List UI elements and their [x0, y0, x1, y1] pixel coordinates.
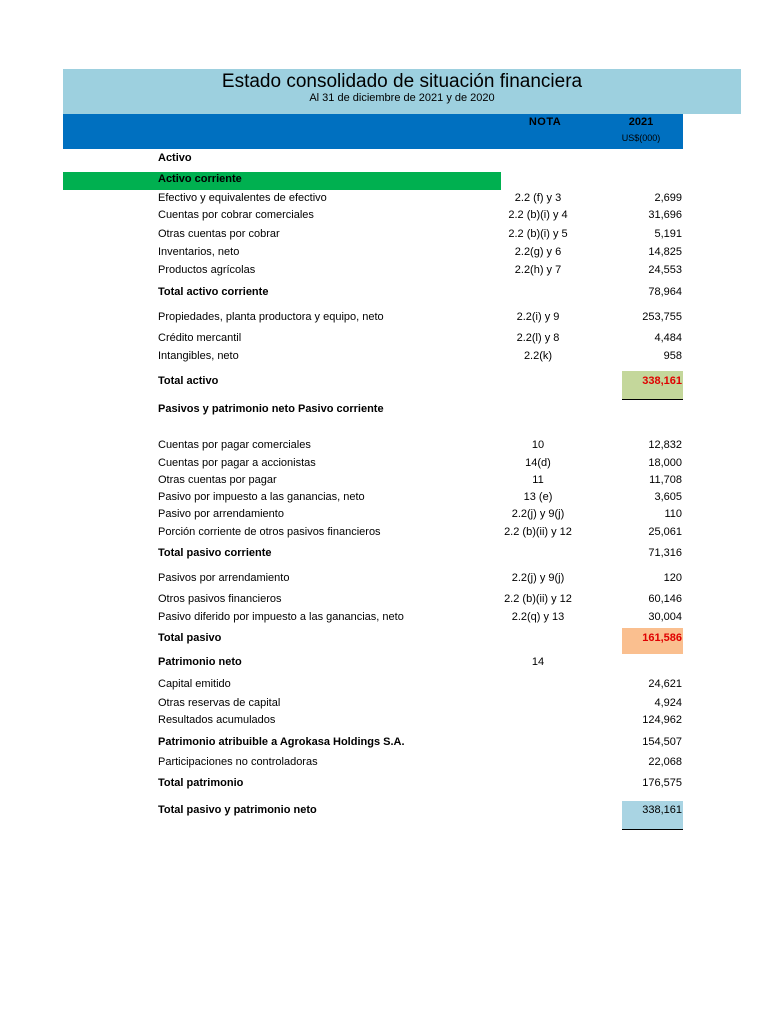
row-value: 71,316 [648, 547, 682, 559]
table-row [0, 456, 768, 470]
table-row [0, 696, 768, 710]
table-row [0, 331, 768, 345]
table-row [0, 571, 768, 585]
table-row [0, 208, 768, 222]
row-nota: 14(d) [525, 457, 551, 469]
section-activo [0, 151, 768, 165]
section-label: Activo [158, 152, 192, 164]
row-label: Pasivo diferido por impuesto a las ganancias, neto [158, 611, 404, 623]
nota-column-header: NOTA [528, 116, 562, 128]
row-value: 338,161 [642, 804, 682, 816]
row-label: Otras cuentas por pagar [158, 474, 277, 486]
row-value: 22,068 [648, 756, 682, 768]
row-value: 11,708 [649, 474, 682, 486]
row-label: Pasivo por impuesto a las ganancias, neto [158, 491, 365, 503]
row-value: 3,605 [654, 491, 682, 503]
row-value: 18,000 [648, 457, 682, 469]
table-row [0, 310, 768, 324]
row-label: Pasivos por arrendamiento [158, 572, 290, 584]
row-nota: 2.2 (b)(ii) y 12 [504, 526, 572, 538]
row-label: Cuentas por cobrar comerciales [158, 209, 314, 221]
row-value: 24,621 [648, 678, 682, 690]
table-row-total [0, 285, 768, 299]
row-label: Productos agrícolas [158, 264, 256, 276]
row-value: 124,962 [642, 714, 682, 726]
table-row-total [0, 631, 768, 645]
row-nota: 14 [531, 656, 545, 668]
row-value: 12,832 [648, 439, 682, 451]
row-value: 14,825 [648, 246, 682, 258]
table-row [0, 610, 768, 624]
row-nota: 2.2(k) [523, 350, 553, 362]
table-row [0, 191, 768, 205]
row-label: Total pasivo y patrimonio neto [158, 804, 317, 816]
table-row-total [0, 776, 768, 790]
table-row-total [0, 546, 768, 560]
row-label: Cuentas por pagar a accionistas [158, 457, 316, 469]
section-activo-corriente [0, 172, 768, 186]
row-nota: 2.2 (b)(i) y 5 [508, 228, 568, 240]
row-value: 5,191 [654, 228, 682, 240]
row-value: 4,924 [654, 697, 682, 709]
row-label: Inventarios, neto [158, 246, 240, 258]
row-value: 161,586 [642, 632, 682, 644]
row-value: 120 [663, 572, 682, 584]
row-nota: 2.2(j) y 9(j) [511, 572, 565, 584]
section-pasivos [0, 402, 768, 416]
row-label: Total activo corriente [158, 286, 269, 298]
total-activo-underline [622, 399, 683, 400]
row-label: Efectivo y equivalentes de efectivo [158, 192, 327, 204]
table-row [0, 263, 768, 277]
table-row-subtotal [0, 735, 768, 749]
row-label: Propiedades, planta productora y equipo, neto [158, 311, 384, 323]
row-value: 24,553 [648, 264, 682, 276]
row-nota: 2.2 (b)(i) y 4 [508, 209, 568, 221]
row-label: Patrimonio atribuible a Agrokasa Holdings S.A. [158, 736, 405, 748]
table-row [0, 713, 768, 727]
row-label: Porción corriente de otros pasivos financieros [158, 526, 381, 538]
table-row [0, 525, 768, 539]
row-label: Total pasivo corriente [158, 547, 272, 559]
row-nota: 2.2(i) y 9 [516, 311, 560, 323]
table-row [0, 227, 768, 241]
row-label: Capital emitido [158, 678, 231, 690]
row-label: Total activo [158, 375, 219, 387]
row-value: 154,507 [642, 736, 682, 748]
row-nota: 2.2 (f) y 3 [514, 192, 562, 204]
table-row [0, 677, 768, 691]
row-value: 78,964 [648, 286, 682, 298]
row-nota: 2.2(q) y 13 [511, 611, 565, 623]
row-value: 60,146 [648, 593, 682, 605]
row-label: Total patrimonio [158, 777, 244, 789]
row-nota: 2.2 (b)(ii) y 12 [504, 593, 572, 605]
total-final-underline [622, 829, 683, 830]
row-value: 30,004 [648, 611, 682, 623]
row-value: 958 [663, 350, 682, 362]
row-nota: 11 [532, 474, 544, 486]
section-label: Activo corriente [158, 173, 242, 185]
row-value: 31,696 [648, 209, 682, 221]
table-row [0, 438, 768, 452]
table-row-grand-total [0, 803, 768, 817]
row-label: Cuentas por pagar comerciales [158, 439, 311, 451]
row-label: Pasivos y patrimonio neto Pasivo corriente [158, 403, 384, 415]
row-value: 110 [664, 508, 682, 520]
page-title: Estado consolidado de situación financiera [221, 71, 583, 92]
row-value: 176,575 [642, 777, 682, 789]
row-nota: 2.2(h) y 7 [514, 264, 562, 276]
row-label: Resultados acumulados [158, 714, 276, 726]
table-row [0, 349, 768, 363]
year-column-header: 2021 [628, 116, 654, 128]
row-label: Otras reservas de capital [158, 697, 281, 709]
row-label: Total pasivo [158, 632, 222, 644]
page-subtitle: Al 31 de diciembre de 2021 y de 2020 [309, 92, 495, 104]
table-row [0, 473, 768, 487]
table-row [0, 755, 768, 769]
row-value: 253,755 [642, 311, 682, 323]
row-nota: 2.2(j) y 9(j) [511, 508, 565, 520]
row-nota: 2.2(l) y 8 [516, 332, 560, 344]
row-nota: 2.2(g) y 6 [514, 246, 562, 258]
row-nota: 10 [531, 439, 545, 451]
row-value: 2,699 [654, 192, 682, 204]
row-label: Otras cuentas por cobrar [158, 228, 280, 240]
table-row [0, 507, 768, 521]
column-header-band [63, 114, 683, 149]
row-value: 25,061 [648, 526, 682, 538]
row-label: Crédito mercantil [158, 332, 242, 344]
row-label: Otros pasivos financieros [158, 593, 282, 605]
table-row [0, 592, 768, 606]
unit-column-header: US$(000) [621, 133, 661, 143]
row-value: 338,161 [642, 375, 682, 387]
row-nota: 13 (e) [523, 491, 553, 503]
row-label: Intangibles, neto [158, 350, 239, 362]
row-label: Patrimonio neto [158, 656, 242, 668]
row-label: Pasivo por arrendamiento [158, 508, 284, 520]
section-patrimonio [0, 655, 768, 669]
table-row [0, 245, 768, 259]
row-label: Participaciones no controladoras [158, 756, 318, 768]
row-value: 4,484 [654, 332, 682, 344]
table-row-total [0, 374, 768, 388]
table-row [0, 490, 768, 504]
